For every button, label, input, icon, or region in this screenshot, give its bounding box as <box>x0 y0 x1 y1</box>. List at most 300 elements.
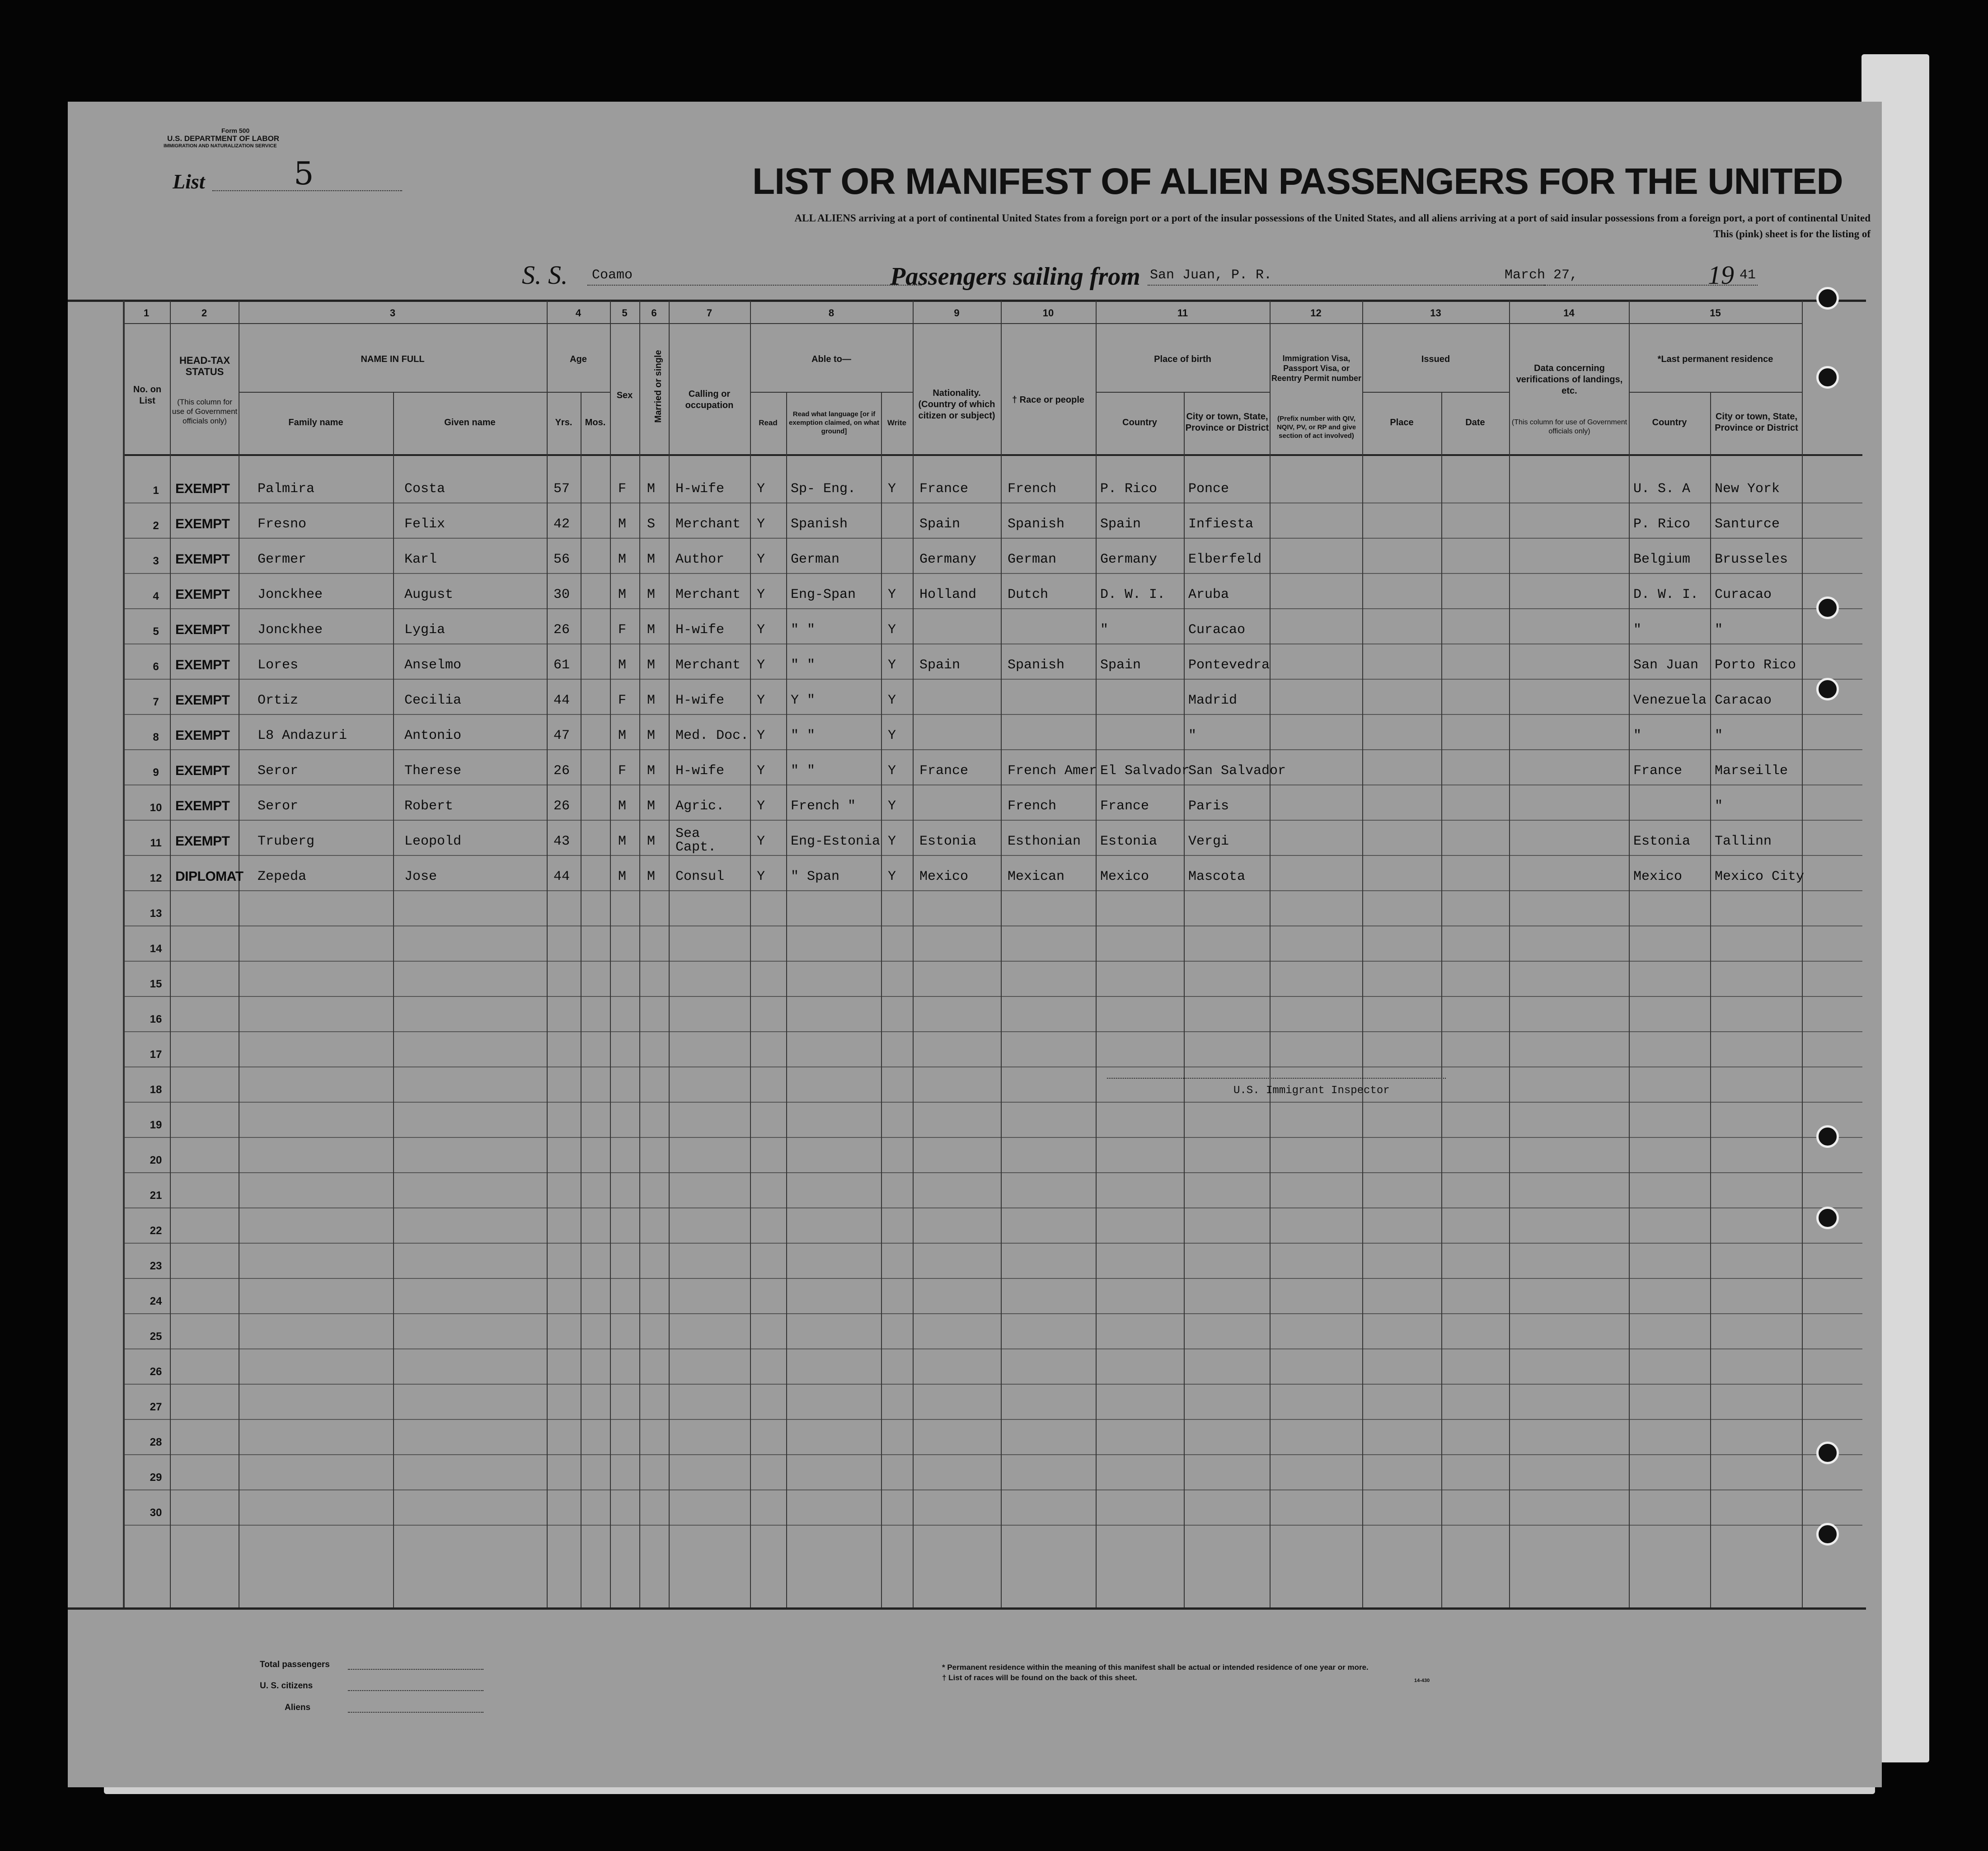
cell-read: Y <box>757 517 765 532</box>
row-number: 24 <box>150 1295 162 1307</box>
header-head-tax-note: (This column for use of Government officials only) <box>172 397 238 425</box>
aliens-label: Aliens <box>285 1703 311 1712</box>
cell-married: M <box>647 587 656 602</box>
cell-occupation: H-wife <box>675 693 725 708</box>
colnum-rule <box>123 323 1802 324</box>
cell-status: EXEMPT <box>175 728 230 743</box>
cell-age: 26 <box>553 763 570 779</box>
col-border <box>1710 392 1711 1607</box>
col-border <box>1096 301 1097 1607</box>
list-label: List <box>173 170 205 193</box>
cell-age: 26 <box>553 622 570 638</box>
cell-language: Eng-Span <box>791 587 856 602</box>
group-rule <box>1362 392 1509 393</box>
cell-status: EXEMPT <box>175 587 230 602</box>
col-border <box>123 301 125 1607</box>
cell-res-country: " <box>1633 728 1642 743</box>
cell-occupation: Med. Doc. Y <box>675 728 765 743</box>
cell-sex: M <box>618 552 627 567</box>
cell-language: Eng-Estonia <box>791 834 881 849</box>
cell-family: Lores <box>258 658 299 673</box>
ship-underline <box>587 285 922 286</box>
cell-language: " " <box>791 763 816 779</box>
cell-write: Y <box>888 799 896 814</box>
row-number: 16 <box>150 1013 162 1025</box>
cell-family: Ortiz <box>258 693 299 708</box>
table-top-rule <box>68 300 1866 302</box>
row-rule <box>123 961 1862 962</box>
year-prefix: 19 <box>1708 260 1734 290</box>
row-number: 3 <box>153 555 159 567</box>
cell-res-city: " <box>1715 799 1723 814</box>
cell-race: German <box>1008 552 1057 567</box>
cell-language: Spanish <box>791 517 848 532</box>
header-residence-city: City or town, State, Province or District <box>1715 412 1798 433</box>
cell-family: Jonckhee <box>258 587 323 602</box>
cell-birth-city: Mascota <box>1188 869 1246 884</box>
col-border <box>881 392 882 1607</box>
cell-family: Truberg <box>258 834 315 849</box>
header-head-tax: HEAD-TAX STATUS <box>179 355 230 377</box>
group-rule <box>1096 392 1270 393</box>
row-rule <box>123 1313 1862 1314</box>
cell-married: S <box>647 517 656 532</box>
table-header-rule <box>123 454 1862 456</box>
cell-race: Dutch <box>1008 587 1049 602</box>
cell-read: Y <box>757 481 765 497</box>
cell-family: L8 Andazuri <box>258 728 347 743</box>
cell-sex: M <box>618 869 627 884</box>
cell-res-city: Caracao <box>1715 693 1772 708</box>
row-number: 20 <box>150 1154 162 1166</box>
cell-birth-city: Pontevedra <box>1188 658 1270 673</box>
cell-res-country: Estonia <box>1633 834 1691 849</box>
cell-write: Y <box>888 587 896 602</box>
cell-status: EXEMPT <box>175 693 230 708</box>
row-number: 9 <box>153 766 159 779</box>
ship-name: Coamo <box>592 268 633 283</box>
cell-read: Y <box>757 587 765 602</box>
header-age: Age <box>570 354 587 364</box>
cell-age: 47 <box>553 728 570 743</box>
cell-sex: M <box>618 587 627 602</box>
cell-res-country: D. W. I. <box>1633 587 1699 602</box>
row-rule <box>123 1172 1862 1173</box>
cell-age: 43 <box>553 834 570 849</box>
cell-nationality: Holland <box>919 587 977 602</box>
manifest-sheet <box>68 102 1882 1787</box>
cell-read: Y <box>757 658 765 673</box>
cell-birth-city: Curacao <box>1188 622 1246 638</box>
row-number: 27 <box>150 1401 162 1413</box>
header-no-on-list: No. on List <box>133 385 162 406</box>
binder-hole <box>1816 597 1839 619</box>
header-family-name: Family name <box>288 417 343 428</box>
row-rule <box>123 1207 1862 1208</box>
cell-married: M <box>647 481 656 497</box>
row-number: 18 <box>150 1084 162 1096</box>
col-border <box>1629 301 1630 1607</box>
header-issued-date: Date <box>1465 417 1485 428</box>
cell-status: EXEMPT <box>175 658 230 672</box>
cell-given: Therese <box>404 763 462 779</box>
cell-nationality: France <box>919 481 969 497</box>
cell-language: Sp- Eng. <box>791 481 856 497</box>
inspector-signature-line <box>1107 1078 1446 1079</box>
cell-age: 57 <box>553 481 570 497</box>
col-border <box>786 392 787 1607</box>
cell-married: M <box>647 658 656 673</box>
cell-married: M <box>647 869 656 884</box>
cell-birth-country: P. Rico <box>1100 481 1158 497</box>
header-issued-place: Place <box>1390 417 1414 428</box>
col-border <box>750 301 751 1607</box>
row-number: 19 <box>150 1119 162 1131</box>
cell-read: Y <box>757 552 765 567</box>
row-number: 1 <box>153 484 159 497</box>
form-code: 14-430 <box>1414 1678 1430 1683</box>
row-number: 26 <box>150 1366 162 1378</box>
cell-res-country: P. Rico <box>1633 517 1691 532</box>
cell-family: Fresno <box>258 517 307 532</box>
header-landings: Data concerning verifications of landings, etc. <box>1516 363 1623 396</box>
row-rule <box>123 1348 1862 1349</box>
total-passengers-line <box>348 1669 483 1670</box>
cell-status: EXEMPT <box>175 622 230 637</box>
cell-read: Y <box>757 763 765 779</box>
row-rule <box>123 855 1862 856</box>
cell-write: Y <box>888 728 896 743</box>
row-rule <box>123 573 1862 574</box>
cell-write: Y <box>888 834 896 849</box>
binder-hole <box>1816 287 1839 310</box>
cell-age: 42 <box>553 517 570 532</box>
cell-status: EXEMPT <box>175 552 230 567</box>
cell-race: French <box>1008 799 1057 814</box>
header-birth-country: Country <box>1122 417 1157 428</box>
row-number: 15 <box>150 978 162 990</box>
cell-language: German <box>791 552 840 567</box>
col-number-5: 5 <box>622 307 628 319</box>
col-number-8: 8 <box>828 307 835 319</box>
cell-family: Seror <box>258 763 299 779</box>
cell-race: Spanish <box>1008 517 1065 532</box>
row-rule <box>123 538 1862 539</box>
cell-status: EXEMPT <box>175 763 230 778</box>
row-number: 21 <box>150 1189 162 1202</box>
cell-status: EXEMPT <box>175 481 230 496</box>
cell-read: Y <box>757 693 765 708</box>
row-number: 13 <box>150 907 162 920</box>
cell-given: Felix <box>404 517 445 532</box>
cell-status: EXEMPT <box>175 834 230 849</box>
col-number-9: 9 <box>954 307 960 319</box>
header-age-months: Mos. <box>585 417 606 428</box>
row-rule <box>123 1278 1862 1279</box>
col-number-12: 12 <box>1310 307 1322 319</box>
cell-occupation: H-wife <box>675 763 725 779</box>
cell-language: " " <box>791 728 816 743</box>
port-underline <box>1148 285 1545 286</box>
cell-occupation: Merchant <box>675 587 741 602</box>
header-able-to: Able to— <box>811 354 851 364</box>
cell-res-city: Brusseles <box>1715 552 1788 567</box>
row-rule <box>123 1102 1862 1103</box>
cell-sex: M <box>618 834 627 849</box>
row-rule <box>123 1137 1862 1138</box>
row-rule <box>123 996 1862 997</box>
row-number: 28 <box>150 1436 162 1448</box>
cell-birth-city: Aruba <box>1188 587 1229 602</box>
header-last-residence: *Last permanent residence <box>1657 354 1773 364</box>
cell-read: Y <box>757 622 765 638</box>
cell-read: Y <box>757 869 765 884</box>
row-number: 8 <box>153 731 159 743</box>
col-number-3: 3 <box>389 307 396 319</box>
row-rule <box>123 1454 1862 1455</box>
cell-race: Mexican <box>1008 869 1065 884</box>
row-rule <box>123 1525 1862 1526</box>
cell-given: Karl <box>404 552 437 567</box>
cell-status: EXEMPT <box>175 517 230 531</box>
ship-label: S. S. <box>522 260 568 290</box>
cell-occupation: H-wife <box>675 481 725 497</box>
inspector-label: U.S. Immigrant Inspector <box>1233 1085 1390 1097</box>
cell-occupation: Agric. <box>675 799 725 814</box>
col-number-10: 10 <box>1042 307 1054 319</box>
cell-res-city: " <box>1715 728 1723 743</box>
footnote-races: † List of races will be found on the back of this sheet. <box>942 1673 1137 1682</box>
cell-age: 61 <box>553 658 570 673</box>
cell-sex: F <box>618 693 627 708</box>
col-number-6: 6 <box>651 307 657 319</box>
cell-res-city: Santurce <box>1715 517 1780 532</box>
cell-given: Jose <box>404 869 437 884</box>
cell-family: Palmira <box>258 481 315 497</box>
cell-res-country: Venezuela <box>1633 693 1707 708</box>
cell-res-country: San Juan <box>1633 658 1699 673</box>
row-number: 2 <box>153 520 159 532</box>
cell-married: M <box>647 693 656 708</box>
cell-nationality: Spain <box>919 517 961 532</box>
header-issued: Issued <box>1421 354 1450 364</box>
cell-sex: F <box>618 763 627 779</box>
cell-birth-city: Ponce <box>1188 481 1229 497</box>
cell-sex: F <box>618 481 627 497</box>
cell-given: Cecilia <box>404 693 462 708</box>
cell-res-country: U. S. A <box>1633 481 1691 497</box>
cell-res-country: France <box>1633 763 1683 779</box>
cell-family: Zepeda <box>258 869 307 884</box>
department-name: U.S. DEPARTMENT OF LABOR <box>167 134 280 143</box>
group-rule <box>547 392 610 393</box>
col-border <box>1270 301 1271 1607</box>
cell-age: 26 <box>553 799 570 814</box>
sailing-port: San Juan, P. R. <box>1150 268 1272 283</box>
sailing-date: March 27, <box>1505 268 1578 283</box>
cell-res-city: Porto Rico <box>1715 658 1796 673</box>
table-bottom-rule <box>68 1607 1866 1610</box>
manifest-subtitle-1: ALL ALIENS arriving at a port of continental United States from a foreign port or a port of the insular possessions of the United States, and all aliens arriving at a port of said insular possessions from a foreign port, a port of continental United <box>794 212 1871 224</box>
col-border <box>547 301 548 1607</box>
cell-read: Y <box>757 834 765 849</box>
col-number-4: 4 <box>575 307 581 319</box>
cell-sex: M <box>618 658 627 673</box>
col-border <box>1509 301 1510 1607</box>
cell-birth-country: Estonia <box>1100 834 1158 849</box>
row-rule <box>123 1243 1862 1244</box>
cell-race: Spanish <box>1008 658 1065 673</box>
header-birth-city: City or town, State, Province or District <box>1185 412 1269 433</box>
group-rule <box>750 392 913 393</box>
col-border <box>1001 301 1002 1607</box>
col-border <box>913 301 914 1607</box>
row-rule <box>123 1066 1862 1067</box>
header-name-in-full: NAME IN FULL <box>361 354 425 364</box>
header-married: Married or single <box>653 350 663 423</box>
cell-birth-country: Mexico <box>1100 869 1149 884</box>
cell-given: Leopold <box>404 834 462 849</box>
row-number: 17 <box>150 1048 162 1061</box>
binder-hole <box>1816 1125 1839 1148</box>
cell-nationality: Estonia <box>919 834 977 849</box>
cell-birth-country: El Salvador <box>1100 763 1190 779</box>
cell-occupation: Author <box>675 552 725 567</box>
footnote-residence: * Permanent residence within the meaning of this manifest shall be actual or intended residence of one year or more. <box>942 1663 1369 1672</box>
col-number-7: 7 <box>706 307 713 319</box>
cell-occupation: Consul <box>675 869 725 884</box>
row-number: 7 <box>153 696 159 708</box>
row-number: 5 <box>153 625 159 638</box>
cell-language: " " <box>791 658 816 673</box>
cell-language: Y " <box>791 693 816 708</box>
row-number: 11 <box>150 837 162 849</box>
cell-age: 44 <box>553 693 570 708</box>
header-place-of-birth: Place of birth <box>1154 354 1211 364</box>
cell-birth-country: France <box>1100 799 1149 814</box>
cell-nationality: France <box>919 763 969 779</box>
row-rule <box>123 679 1862 680</box>
cell-age: 30 <box>553 587 570 602</box>
row-rule <box>123 714 1862 715</box>
total-passengers-label: Total passengers <box>260 1660 330 1669</box>
cell-married: M <box>647 799 656 814</box>
cell-nationality: Mexico <box>919 869 969 884</box>
cell-given: Antonio <box>404 728 462 743</box>
col-border <box>669 301 670 1607</box>
cell-write: Y <box>888 658 896 673</box>
col-border <box>610 301 611 1607</box>
cell-given: Anselmo <box>404 658 462 673</box>
cell-res-city: Curacao <box>1715 587 1772 602</box>
header-read-language: Read what language [or if exemption claimed, on what ground] <box>788 410 880 435</box>
cell-given: Robert <box>404 799 454 814</box>
col-border <box>1362 301 1363 1607</box>
header-race: † Race or people <box>1012 395 1085 405</box>
cell-birth-country: Spain <box>1100 658 1141 673</box>
cell-occupation: H-wife <box>675 622 725 638</box>
header-sex: Sex <box>616 390 633 400</box>
col-number-13: 13 <box>1430 307 1441 319</box>
row-number: 23 <box>150 1260 162 1272</box>
header-visa-note: (Prefix number with QIV, NQIV, PV, or RP and give section of act involved) <box>1276 414 1356 440</box>
cell-family: Seror <box>258 799 299 814</box>
cell-language: French " <box>791 799 856 814</box>
form-number: Form 500 <box>221 127 250 134</box>
row-rule <box>123 1419 1862 1420</box>
cell-married: M <box>647 834 656 849</box>
cell-occupation: Merchant <box>675 517 741 532</box>
cell-birth-city: " <box>1188 728 1197 743</box>
row-rule <box>123 749 1862 750</box>
cell-language: " " <box>791 622 816 638</box>
cell-language: " Span <box>791 869 840 884</box>
header-age-years: Yrs. <box>555 417 572 428</box>
group-rule <box>239 392 547 393</box>
cell-race: Esthonian <box>1008 834 1081 849</box>
row-number: 22 <box>150 1225 162 1237</box>
row-rule <box>123 820 1862 821</box>
row-number: 6 <box>153 661 159 673</box>
cell-married: M <box>647 728 656 743</box>
cell-married: M <box>647 622 656 638</box>
cell-birth-country: D. W. I. <box>1100 587 1166 602</box>
cell-occupation: Merchant <box>675 658 741 673</box>
cell-status: EXEMPT <box>175 799 230 813</box>
cell-nationality: Germany <box>919 552 977 567</box>
row-rule <box>123 1031 1862 1032</box>
aliens-line <box>348 1712 483 1713</box>
col-number-2: 2 <box>201 307 207 319</box>
header-residence-country: Country <box>1652 417 1687 428</box>
cell-birth-city: Infiesta <box>1188 517 1254 532</box>
cell-write: Y <box>888 481 896 497</box>
cell-res-country: Belgium <box>1633 552 1691 567</box>
col-border <box>1802 301 1803 1607</box>
cell-birth-city: Elberfeld <box>1188 552 1262 567</box>
cell-res-country: " <box>1633 622 1642 638</box>
manifest-subtitle-2: This (pink) sheet is for the listing of <box>1713 228 1871 240</box>
cell-sex: M <box>618 728 627 743</box>
manifest-title: LIST OR MANIFEST OF ALIEN PASSENGERS FOR THE UNITED <box>752 161 1843 202</box>
row-rule <box>123 1384 1862 1385</box>
cell-sex: M <box>618 517 627 532</box>
cell-birth-country: Germany <box>1100 552 1158 567</box>
binder-hole <box>1816 1523 1839 1546</box>
cell-race: French Amer <box>1008 763 1097 779</box>
cell-race: French <box>1008 481 1057 497</box>
header-calling: Calling or occupation <box>685 389 734 410</box>
cell-married: M <box>647 552 656 567</box>
cell-write: Y <box>888 693 896 708</box>
cell-birth-city: Paris <box>1188 799 1229 814</box>
cell-sex: M <box>618 799 627 814</box>
cell-res-city: Marseille <box>1715 763 1788 779</box>
service-name: IMMIGRATION AND NATURALIZATION SERVICE <box>164 143 277 149</box>
binder-hole <box>1816 366 1839 389</box>
binder-hole <box>1816 1442 1839 1464</box>
col-number-1: 1 <box>143 307 150 319</box>
cell-res-city: Mexico City <box>1715 869 1805 884</box>
group-rule <box>1629 392 1802 393</box>
cell-res-city: New York <box>1715 481 1780 497</box>
row-number: 4 <box>153 590 159 602</box>
cell-birth-country: Spain <box>1100 517 1141 532</box>
cell-birth-country: " <box>1100 622 1109 638</box>
cell-given: August <box>404 587 454 602</box>
cell-sex: F <box>618 622 627 638</box>
header-landings-note: (This column for use of Government officials only) <box>1511 418 1627 435</box>
